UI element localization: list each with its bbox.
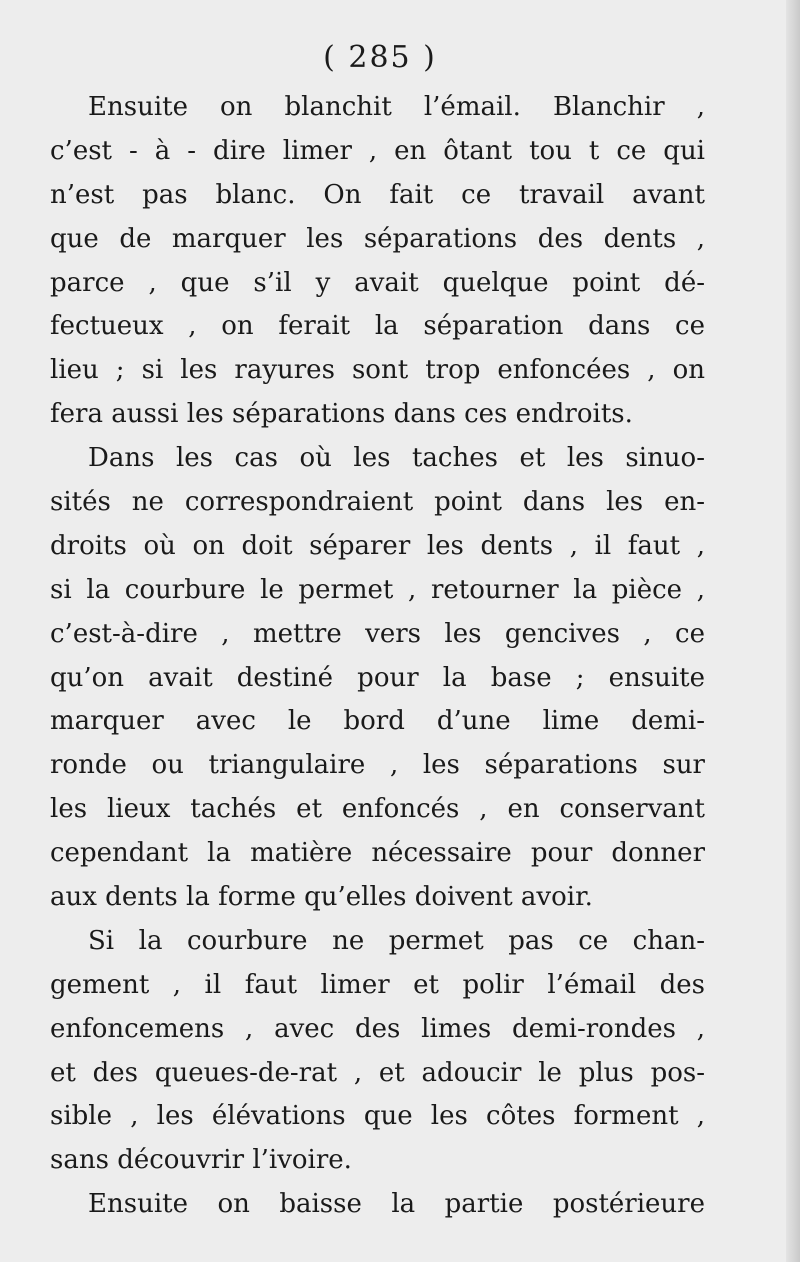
- text-line: marquer avec le bord d’une lime demi-: [50, 706, 705, 737]
- text-line: enfoncemens , avec des limes demi-rondes ,: [50, 1013, 705, 1044]
- page-edge: [786, 0, 800, 1262]
- text-line: Dans les cas où les taches et les sinuo-: [88, 443, 705, 474]
- text-line: sible , les élévations que les côtes forment ,: [50, 1101, 705, 1132]
- text-line: ronde ou triangulaire , les séparations sur: [50, 750, 705, 781]
- text-line: qu’on avait destiné pour la base ; ensuite: [50, 662, 705, 693]
- text-line: lieu ; si les rayures sont trop enfoncées , on: [50, 355, 705, 386]
- text-line: cependant la matière nécessaire pour donner: [50, 838, 705, 869]
- text-line: gement , il faut limer et polir l’émail des: [50, 969, 705, 1000]
- text-line: sités ne correspondraient point dans les en-: [50, 487, 705, 518]
- text-line: que de marquer les séparations des dents ,: [50, 223, 705, 254]
- text-line: Si la courbure ne permet pas ce chan-: [88, 925, 705, 956]
- body-text: [50, 86, 705, 1227]
- text-line: c’est - à - dire limer , en ôtant tou t ce qui: [50, 135, 705, 166]
- text-line: fera aussi les séparations dans ces endroits.: [50, 399, 633, 430]
- text-line: si la courbure le permet , retourner la pièce ,: [50, 574, 705, 605]
- text-line: droits où on doit séparer les dents , il faut ,: [50, 530, 705, 561]
- page-number: ( 285 ): [323, 40, 437, 75]
- text-line: Ensuite on baisse la partie postérieure: [88, 1189, 705, 1220]
- text-line: aux dents la forme qu’elles doivent avoir.: [50, 882, 593, 913]
- text-line: les lieux tachés et enfoncés , en conservant: [50, 794, 705, 825]
- text-line: parce , que s’il y avait quelque point dé-: [50, 267, 705, 298]
- text-line: et des queues-de-rat , et adoucir le plus pos-: [50, 1057, 705, 1088]
- text-line: Ensuite on blanchit l’émail. Blanchir ,: [88, 92, 705, 122]
- text-line: fectueux , on ferait la séparation dans ce: [50, 311, 705, 342]
- text-line: c’est-à-dire , mettre vers les gencives , ce: [50, 618, 705, 649]
- text-line: sans découvrir l’ivoire.: [50, 1145, 352, 1176]
- text-line: n’est pas blanc. On fait ce travail avant: [50, 179, 705, 210]
